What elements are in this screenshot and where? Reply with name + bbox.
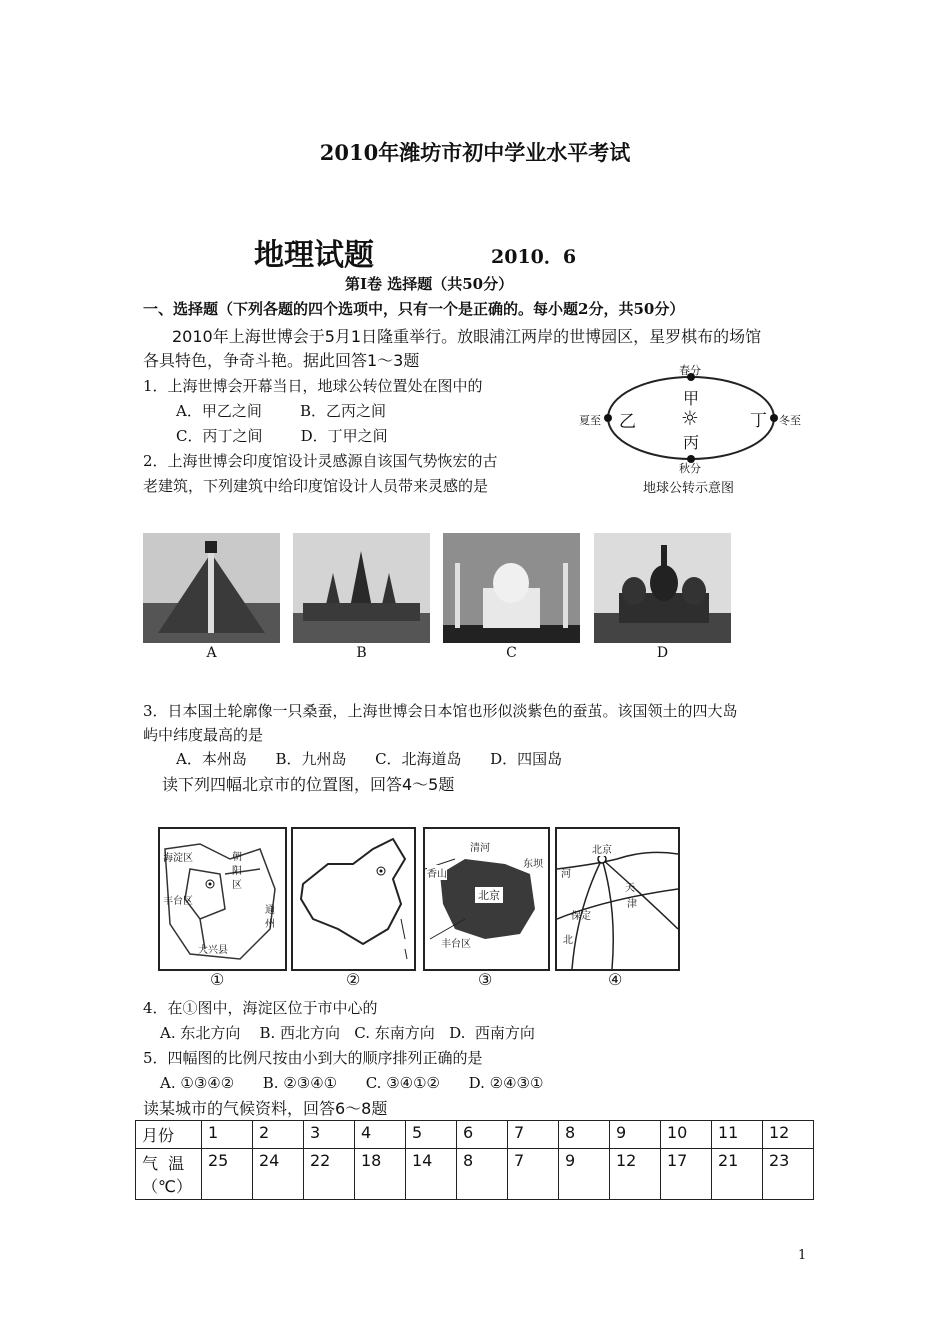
month-header: 月份 <box>136 1121 202 1149</box>
m4-beijing: 北京 <box>592 841 612 856</box>
temp-cell: 8 <box>457 1149 508 1200</box>
month-cell: 11 <box>712 1121 763 1149</box>
temp-cell: 21 <box>712 1149 763 1200</box>
photo-d-cathedral <box>594 533 731 643</box>
photo-label-a: A <box>206 645 217 661</box>
temp-header <box>136 1149 202 1200</box>
intro-line-2: 各具特色，争奇斗艳。据此回答1～3题 <box>143 351 420 370</box>
temp-cell: 12 <box>610 1149 661 1200</box>
m3-beijing: 北京 <box>475 887 503 903</box>
q5-stem: 5．四幅图的比例尺按由小到大的顺序排列正确的是 <box>143 1049 483 1067</box>
month-cell: 1 <box>202 1121 253 1149</box>
q5-options: A. ①③④② B. ②③④① C. ③④①② D. ②④③① <box>160 1074 544 1092</box>
month-cell: 2 <box>253 1121 304 1149</box>
earth-orbit-diagram <box>575 360 815 500</box>
temp-cell: 9 <box>559 1149 610 1200</box>
sun-icon: ☼ <box>681 406 699 430</box>
q2-line-2: 老建筑，下列建筑中给印度馆设计人员带来灵感的是 <box>143 477 489 495</box>
temp-cell: 25 <box>202 1149 253 1200</box>
month-cell: 3 <box>304 1121 355 1149</box>
map-label-3: ③ <box>478 970 493 989</box>
m3-qinghe: 清河 <box>470 843 490 854</box>
intro-line-1: 2010年上海世博会于5月1日隆重举行。放眼浦江两岸的世博园区，星罗棋布的场馆 <box>172 327 762 346</box>
temp-cell: 18 <box>355 1149 406 1200</box>
ding-label: 丁 <box>750 411 767 431</box>
temp-cell: 24 <box>253 1149 304 1200</box>
map-2-china <box>291 827 416 971</box>
climate-table <box>135 1120 814 1200</box>
photo-b-temple <box>293 533 430 643</box>
q3-line-1: 3．日本国土轮廓像一只桑蚕，上海世博会日本馆也形似淡紫色的蚕茧。该国领土的四大岛 <box>143 702 738 720</box>
photo-label-d: D <box>656 645 669 661</box>
spring-equinox-label: 春分 <box>679 364 701 377</box>
exam-date: 2010．6 <box>491 246 577 268</box>
m4-bei: 北 <box>563 935 573 946</box>
m4-baoding: 保定 <box>571 911 591 922</box>
q1-options-row2: C．丙丁之间 D．丁甲之间 <box>176 427 388 445</box>
month-cell: 9 <box>610 1121 661 1149</box>
temp-cell: 22 <box>304 1149 355 1200</box>
q1-stem: 1．上海世博会开幕当日，地球公转位置处在图中的 <box>143 377 483 395</box>
map-label-1: ① <box>210 970 225 989</box>
month-cell: 12 <box>763 1121 814 1149</box>
temp-header-line-2: （℃） <box>142 1177 192 1196</box>
photo-label-b: B <box>356 645 367 661</box>
m3-fengtai: 丰台区 <box>441 939 471 950</box>
q3-options: A．本州岛 B．九州岛 C．北海道岛 D．四国岛 <box>176 750 563 768</box>
m1-tongzhou: 通州 <box>265 905 275 930</box>
month-cell: 8 <box>559 1121 610 1149</box>
intro-2: 读下列四幅北京市的位置图，回答4～5题 <box>162 775 455 794</box>
orbit-caption: 地球公转示意图 <box>643 481 735 496</box>
m4-jin: 津 <box>627 899 637 910</box>
temp-cell: 17 <box>661 1149 712 1200</box>
section-title: 第Ⅰ卷 选择题（共50分） <box>345 275 514 293</box>
temp-cell: 23 <box>763 1149 814 1200</box>
photo-label-c: C <box>506 645 517 661</box>
jia-label: 甲 <box>683 389 700 408</box>
photo-c-taj-mahal <box>443 533 580 643</box>
m3-xiangshan: 香山 <box>427 865 447 880</box>
m4-tian: 天 <box>625 883 635 894</box>
q1-options-row1: A．甲乙之间 B．乙丙之间 <box>176 402 387 420</box>
m1-haidian: 海淀区 <box>163 853 193 864</box>
map-label-4: ④ <box>608 970 623 989</box>
temp-cell: 14 <box>406 1149 457 1200</box>
bing-label: 丙 <box>683 433 700 452</box>
map-1-districts <box>158 827 287 971</box>
table-row-months <box>136 1121 814 1149</box>
intro-3: 读某城市的气候资料，回答6～8题 <box>143 1099 388 1118</box>
winter-solstice-label: 冬至 <box>779 414 801 427</box>
m3-dongba: 东坝 <box>523 859 543 870</box>
m4-he: 河 <box>561 869 571 880</box>
m1-daxing: 大兴县 <box>198 945 228 956</box>
temp-header-line-1: 气 温 <box>142 1154 185 1173</box>
yi-label: 乙 <box>619 412 636 432</box>
temp-cell: 7 <box>508 1149 559 1200</box>
autumn-equinox-label: 秋分 <box>679 462 701 475</box>
month-cell: 7 <box>508 1121 559 1149</box>
exam-title: 2010年潍坊市初中学业水平考试 <box>319 140 631 165</box>
q4-options: A. 东北方向 B. 西北方向 C. 东南方向 D. 西南方向 <box>160 1024 535 1042</box>
month-cell: 4 <box>355 1121 406 1149</box>
month-cell: 6 <box>457 1121 508 1149</box>
instruction: 一、选择题（下列各题的四个选项中，只有一个是正确的。每小题2分，共50分） <box>143 300 685 318</box>
q3-line-2: 屿中纬度最高的是 <box>143 726 264 744</box>
summer-solstice-label: 夏至 <box>579 414 601 427</box>
subject-title: 地理试题 <box>254 238 374 273</box>
month-cell: 5 <box>406 1121 457 1149</box>
table-row-temps <box>136 1149 814 1200</box>
page-number: 1 <box>798 1248 807 1263</box>
month-cell: 10 <box>661 1121 712 1149</box>
m1-fengtai: 丰台区 <box>163 896 193 907</box>
map-3-beijing-area <box>423 827 550 971</box>
map-4-region <box>555 827 680 971</box>
q4-stem: 4．在①图中，海淀区位于市中心的 <box>143 999 378 1017</box>
map-label-2: ② <box>346 970 361 989</box>
m1-chaoyang: 朝阳区 <box>232 852 242 891</box>
photo-a-pyramid <box>143 533 280 643</box>
q2-line-1: 2．上海世博会印度馆设计灵感源自该国气势恢宏的古 <box>143 452 498 470</box>
